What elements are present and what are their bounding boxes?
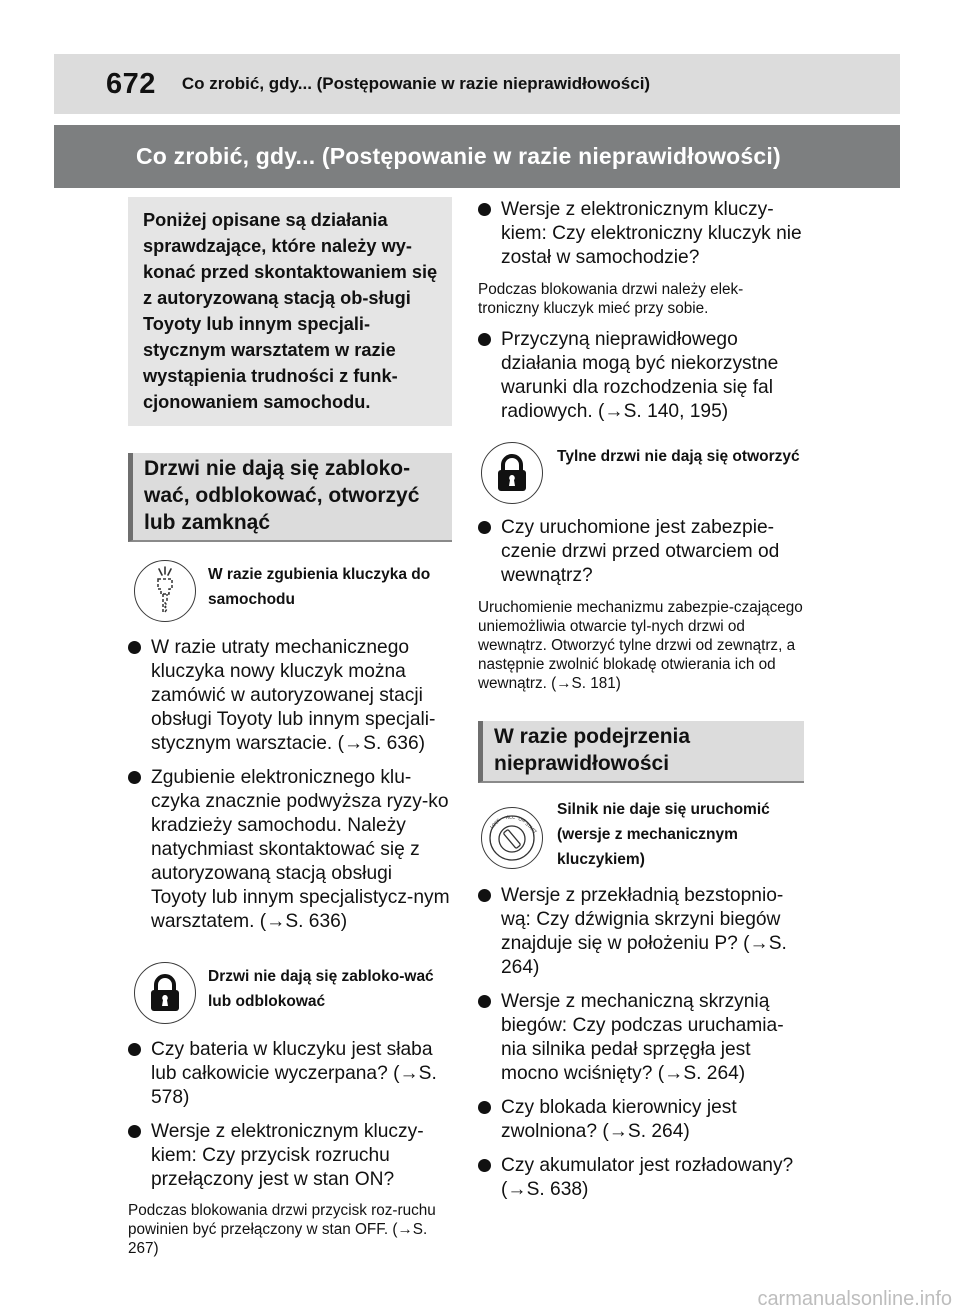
note-child-lock: Uruchomienie mechanizmu zabezpie-czającego uniemożliwia otwarcie tyl-nych drzwi od wewnątrz. Otworzyć tylne drzwi od zewnątrz, a następnie zwolnić blokadę otwierania ich od wewnątrz. (→S. 181) xyxy=(478,599,803,692)
bullet-lost-mechanical-key: W razie utraty mechanicznego kluczyka nowy kluczyk można zamówić w autoryzowanej stacji obsługi Toyoty lub innym specjali-stycznym warsztacie. (→S. 636) xyxy=(128,636,452,756)
sub-title-engine: Silnik nie daje się uruchomić (wersje z mechanicznym kluczykiem) xyxy=(557,801,770,868)
ignition-label-acc: ACC xyxy=(506,816,516,821)
sub-title-lost-key: W razie zgubienia kluczyka do samochodu xyxy=(208,566,431,608)
ignition-label-start: START xyxy=(523,821,537,836)
sub-item-rear-doors xyxy=(481,442,804,504)
watermark: carmanualsonline.info xyxy=(757,1288,952,1310)
note-key-in-car: Podczas blokowania drzwi należy elek-troniczny kluczyk mieć przy sobie. xyxy=(478,281,744,317)
sub-title-rear-doors: Tylne drzwi nie dają się otworzyć xyxy=(557,448,800,465)
bullet-steering-lock: Czy blokada kierownicy jest zwolniona? (→S. 264) xyxy=(478,1096,804,1144)
ignition-switch-icon xyxy=(481,807,543,869)
ignition-label-on: ON xyxy=(517,817,526,825)
bullet-manual: Wersje z mechaniczną skrzynią biegów: Czy podczas uruchamia-nia silnika pedał sprzęgła jest mocno wciśnięty? (→S. 264) xyxy=(478,990,804,1086)
bullet-battery: Czy bateria w kluczyku jest słaba lub całkowicie wyczerpana? (→S. 578) xyxy=(128,1038,452,1110)
page-header xyxy=(54,54,900,114)
note-start-button: Podczas blokowania drzwi przycisk roz-ruchu powinien być przełączony w stan OFF. (→S. 267) xyxy=(128,1202,436,1257)
section-header-doors: Drzwi nie dają się zabloko-wać, odblokować, otworzyć lub zamknąć xyxy=(128,453,452,542)
sub-title-lock-unlock: Drzwi nie dają się zabloko-wać lub odblokować xyxy=(208,968,434,1010)
bullet-battery-discharged: Czy akumulator jest rozładowany? (→S. 638) xyxy=(478,1154,804,1202)
key-icon xyxy=(134,560,196,622)
bullet-start-button: Wersje z elektronicznym kluczy-kiem: Czy przycisk rozruchu przełączony jest w stan ON? xyxy=(128,1120,452,1192)
lock-icon xyxy=(134,962,196,1024)
page-number: 672 xyxy=(106,67,156,100)
bullet-cvt: Wersje z przekładnią bezstopnio-wą: Czy dźwignia skrzyni biegów znajduje się w położeniu P? (→S. 264) xyxy=(478,884,804,980)
intro-box: Poniżej opisane są działania sprawdzające, które należy wy-konać przed skontaktowaniem się z autoryzowaną stacją ob-sługi Toyoty lub innym specjali-stycznym warsztatem w razie wystąpienia trudności z funk-cjonowaniem samochodu. xyxy=(128,197,452,426)
right-column xyxy=(478,188,804,1202)
bullet-lost-electronic-key: Zgubienie elektronicznego klu-czyka znacznie podwyższa ryzy-ko kradzieży samochodu. Należy natychmiast skontaktować się z autoryzowaną stacją obsługi Toyoty lub innym specjalistycz-nym warsztatem. (→S. 636) xyxy=(128,766,452,934)
chapter-title-bar xyxy=(54,125,900,188)
ignition-label-lock: LOCK xyxy=(489,818,502,831)
sub-item-lock-unlock xyxy=(134,962,452,1024)
running-title: Co zrobić, gdy... (Postępowanie w razie nieprawidłowości) xyxy=(181,74,651,93)
chapter-title: Co zrobić, gdy... (Postępowanie w razie nieprawidłowości) xyxy=(136,143,781,169)
lock-icon xyxy=(481,442,543,504)
bullet-radio-waves: Przyczyną nieprawidłowego działania mogą być niekorzystne warunki dla rozchodzenia się fal radiowych. (→S. 140, 195) xyxy=(478,328,804,424)
bullet-child-lock: Czy uruchomione jest zabezpie-czenie drzwi przed otwarciem od wewnątrz? xyxy=(478,516,804,588)
left-column xyxy=(128,188,452,1258)
sub-item-lost-key xyxy=(134,560,452,622)
bullet-key-in-car: Wersje z elektronicznym kluczy-kiem: Czy elektroniczny kluczyk nie został w samochodzie? xyxy=(478,198,804,270)
sub-item-engine xyxy=(481,797,804,872)
section-header-suspect: W razie podejrzenia nieprawidłowości xyxy=(478,721,804,783)
